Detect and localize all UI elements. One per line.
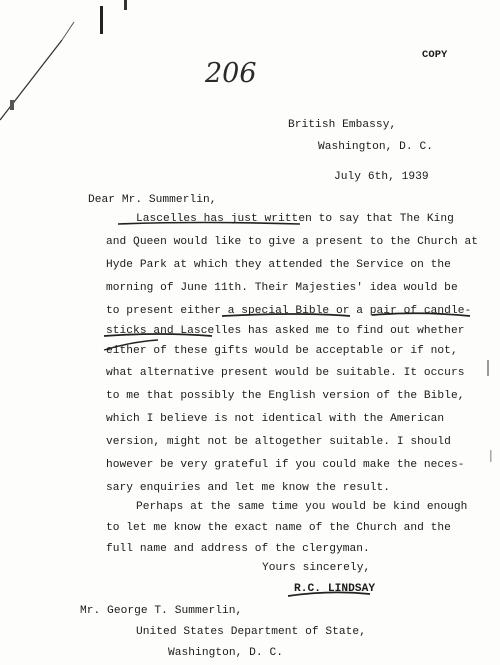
salutation: Dear Mr. Summerlin, [88,194,217,206]
recipient-department: United States Department of State, [136,626,366,638]
signature: R.C. LINDSAY [294,583,376,595]
paragraph1-line: and Queen would like to give a present to the Church at [106,236,478,248]
recipient-city: Washington, D. C. [168,647,283,659]
staple-mark-2 [124,0,127,10]
paragraph1-line: which I believe is not identical with the American [106,413,445,425]
sender-address-line-1: British Embassy, [288,119,397,131]
handwritten-number: 206 [205,58,257,89]
paragraph1-line: to present either a special Bible or a pair of candle- [106,305,472,317]
paragraph1-line: either of these gifts would be acceptable or if not, [106,345,458,357]
paragraph1-line: morning of June 11th. Their Majesties' idea would be [106,282,458,294]
recipient-name: Mr. George T. Summerlin, [80,605,243,617]
paragraph1-line: sticks and Lascelles has asked me to find out whether [106,325,465,337]
paragraph1-line: what alternative present would be suitable. It occurs [106,367,465,379]
closing: Yours sincerely, [262,562,371,574]
paragraph1-line: sary enquiries and let me know the result. [106,482,391,494]
paragraph1-line: to me that possibly the English version of the Bible, [106,390,465,402]
paragraph2-line: to let me know the exact name of the Church and the [106,522,451,534]
right-edge-speck [487,360,489,376]
paragraph2-line: Perhaps at the same time you would be kind enough [136,501,468,513]
fold-line-mark-2 [62,22,74,40]
right-edge-speck-2 [490,450,492,462]
fold-line-mark [0,40,62,120]
paragraph1-line: version, might not be altogether suitable. I should [106,436,451,448]
paragraph2-line: full name and address of the clergyman. [106,543,370,555]
copy-label: COPY [422,49,448,61]
paragraph1-line: Lascelles has just written to say that The King [136,213,454,225]
letter-date: July 6th, 1939 [334,171,429,183]
staple-mark [100,6,103,34]
sender-address-line-2: Washington, D. C. [318,141,433,153]
paragraph1-line: Hyde Park at which they attended the Service on the [106,259,451,271]
edge-mark [10,100,14,110]
paragraph1-line: however be very grateful if you could make the neces- [106,459,465,471]
